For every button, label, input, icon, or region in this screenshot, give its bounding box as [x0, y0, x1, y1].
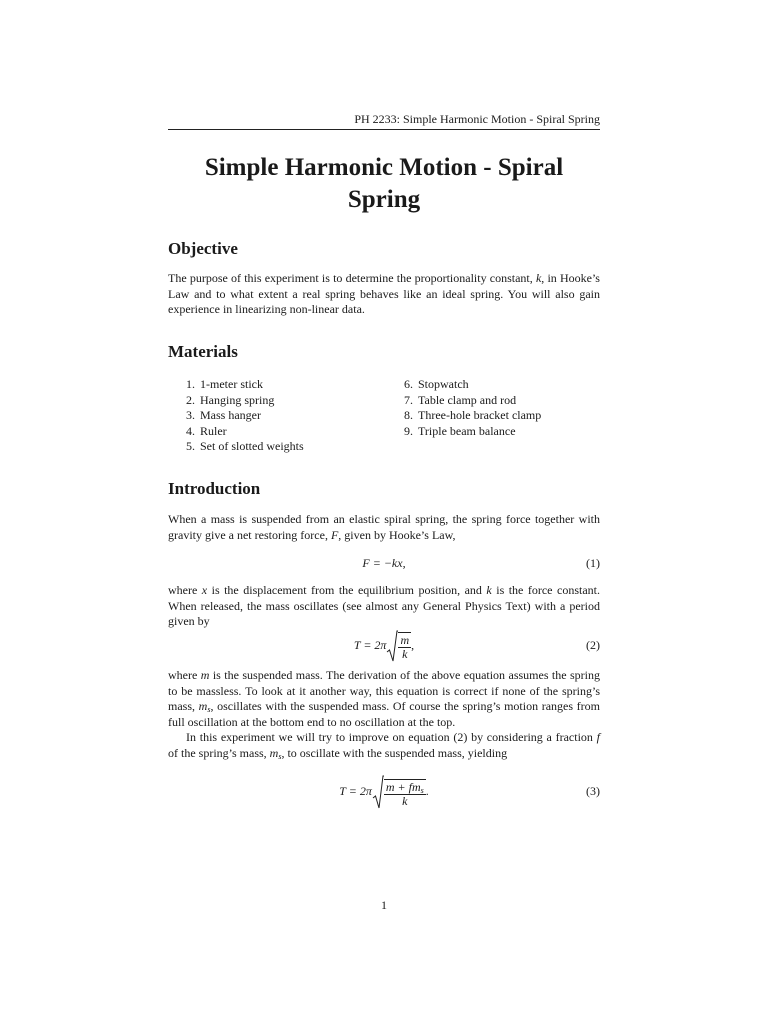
objective-paragraph: The purpose of this experiment is to determine the proportionality constant, k, in Hooke’s Law and to what extent a real spring behaves like an ideal spring. You will also gain experience in linearizing non-linear data.: [168, 271, 600, 317]
header-rule: [168, 129, 600, 130]
intro-paragraph-4: In this experiment we will try to improve on equation (2) by considering a fraction f of the spring’s mass, $m_s$, to oscillate with the suspended mass, yielding: [168, 730, 600, 761]
page-number: 1: [381, 898, 387, 912]
running-head: PH 2233: Simple Harmonic Motion - Spiral Spring: [354, 112, 600, 126]
equation-2-number: (2): [586, 638, 600, 652]
equation-3-body: T = 2π $\frac{m + fm_s}{k}$ .: [168, 772, 600, 811]
equation-1-number: (1): [586, 556, 600, 570]
equation-1-body: F = −kx,: [362, 556, 406, 570]
materials-heading: Materials: [168, 342, 238, 361]
objective-heading: Objective: [168, 239, 238, 258]
page-title: Simple Harmonic Motion - Spiral Spring: [204, 154, 564, 213]
sqrt-symbol: $\frac{m}{k}$: [386, 629, 411, 664]
equation-2-body: T = 2π $\frac{m}{k}$ ,: [168, 628, 600, 664]
list-item: 3. Mass hanger: [186, 408, 261, 423]
materials-list-left: [180, 377, 304, 455]
equation-3-number: (3): [586, 784, 600, 798]
introduction-heading: Introduction: [168, 479, 261, 498]
equation-1: [168, 556, 600, 572]
list-item: 8. Three-hole bracket clamp: [404, 408, 542, 423]
intro-paragraph-3: where m is the suspended mass. The derivation of the above equation assumes the spring to be massless. To look at it another way, this equation is correct if none of the spring’s mass, $m_s$, oscillates with the suspended mass. Of course the spring’s motion ranges from full oscillation at the bottom end to no oscillation at the top.: [168, 668, 600, 729]
equation-3: [168, 772, 600, 810]
materials-list-right: [398, 377, 541, 439]
list-item: 2. Hanging spring: [186, 392, 275, 407]
list-item: 4. Ruler: [186, 423, 227, 438]
intro-paragraph-1: When a mass is suspended from an elastic spiral spring, the spring force together with gravity give a net restoring force, F, given by Hooke’s Law,: [168, 512, 600, 542]
list-item: 9. Triple beam balance: [404, 423, 516, 438]
list-item: 7. Table clamp and rod: [404, 392, 517, 407]
sqrt-symbol: $\frac{m + fm_s}{k}$: [372, 773, 426, 811]
equation-2: [168, 628, 600, 662]
intro-paragraph-2: where x is the displacement from the equilibrium position, and k is the force constant. When released, the mass oscillates (see almost any General Physics Text) with a period given by: [168, 583, 600, 629]
list-item: 5. Set of slotted weights: [186, 439, 304, 454]
list-item: 1. 1-meter stick: [186, 377, 263, 391]
list-item: 6. Stopwatch: [404, 377, 469, 391]
